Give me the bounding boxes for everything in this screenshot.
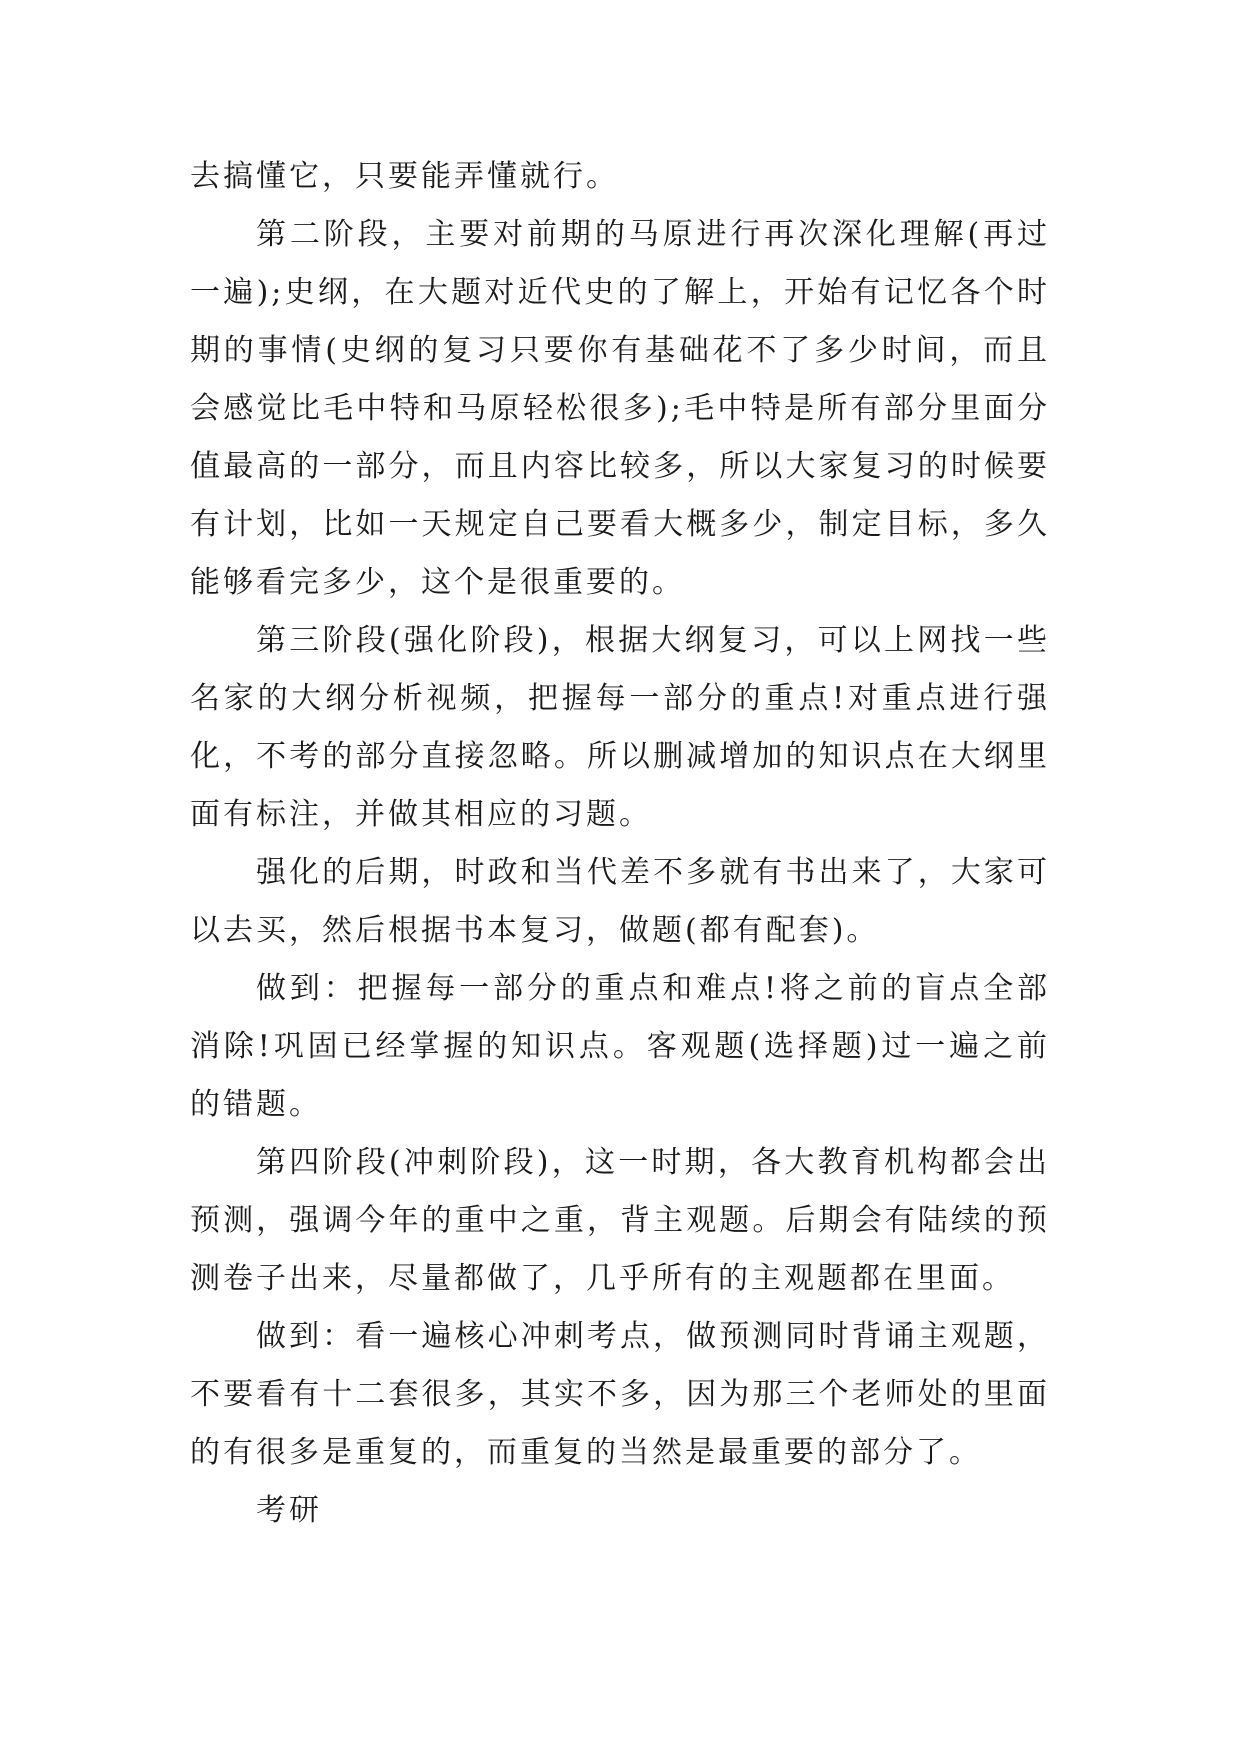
paragraph-continuation: 去搞懂它，只要能弄懂就行。: [190, 159, 619, 194]
paragraph-stage-three: 第三阶段(强化阶段)，根据大纲复习，可以上网找一些名家的大纲分析视频，把握每一部分的重点!对重点进行强化，不考的部分直接忽略。所以删减增加的知识点在大纲里面有标注，并做其相应的习题。: [190, 623, 1050, 832]
paragraph-stage-four: 第四阶段(冲刺阶段)，这一时期，各大教育机构都会出预测，强调今年的重中之重，背主观题。后期会有陆续的预测卷子出来，尽量都做了，几乎所有的主观题都在里面。: [190, 1145, 1050, 1296]
paragraph-goals-three: 做到：把握每一部分的重点和难点!将之前的盲点全部消除!巩固已经掌握的知识点。客观题(选择题)过一遍之前的错题。: [190, 971, 1050, 1122]
paragraph-stage-two: 第二阶段，主要对前期的马原进行再次深化理解(再过一遍);史纲，在大题对近代史的了解上，开始有记忆各个时期的事情(史纲的复习只要你有基础花不了多少时间，而且会感觉比毛中特和马原轻松很多);毛中特是所有部分里面分值最高的一部分，而且内容比较多，所以大家复习的时候要有计划，比如一天规定自己要看大概多少，制定目标，多久能够看完多少，这个是很重要的。: [190, 217, 1050, 600]
paragraph-strengthen-late: 强化的后期，时政和当代差不多就有书出来了，大家可以去买，然后根据书本复习，做题(都有配套)。: [190, 855, 1050, 948]
document-body: [190, 148, 1050, 1540]
paragraph-kaoyan: 考研: [256, 1493, 322, 1528]
paragraph-goals-four: 做到：看一遍核心冲刺考点，做预测同时背诵主观题，不要看有十二套很多，其实不多，因为那三个老师处的里面的有很多是重复的，而重复的当然是最重要的部分了。: [190, 1319, 1050, 1470]
